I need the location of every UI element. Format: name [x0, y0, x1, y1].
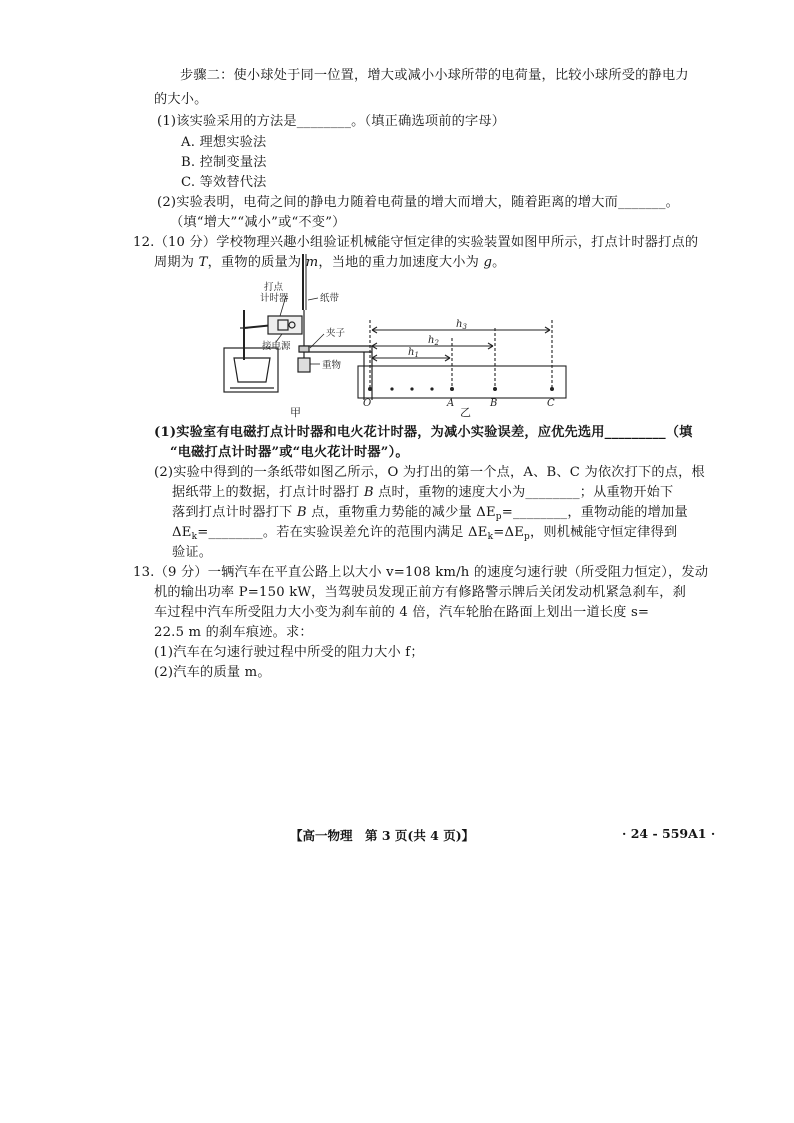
- clip: [299, 346, 309, 352]
- label-weight: 重物: [322, 360, 342, 371]
- label-timer-1: 打点: [264, 282, 284, 293]
- weight: [298, 358, 310, 372]
- exam-code: · 24 - 559A1 ·: [622, 826, 716, 841]
- q13-line4: 22.5 m 的刹车痕迹。求：: [154, 625, 313, 640]
- dot-o: [368, 387, 372, 391]
- q13-line3: 车过程中汽车所受阻力大小变为刹车前的 4 倍，汽车轮胎在路面上划出一道长度 s=: [154, 605, 650, 620]
- step2-line2: 的大小。: [154, 92, 208, 107]
- apparatus-figure-jia: [224, 254, 372, 400]
- label-o: O: [363, 398, 372, 409]
- q12-sub2-line5: 验证。: [172, 545, 213, 560]
- q11-part2-note: （填“增大”“减小”或“不变”）: [170, 215, 346, 230]
- q12-line1: 12.（10 分）学校物理兴趣小组验证机械能守恒定律的实验装置如图甲所示，打点计时器打点的: [133, 235, 699, 250]
- q11-part1: (1)该实验采用的方法是________。（填正确选项前的字母）: [157, 114, 506, 129]
- label-tape: 纸带: [320, 293, 340, 304]
- label-b: B: [490, 398, 498, 409]
- label-power: 接电源: [262, 341, 291, 352]
- label-h2: $h_2$: [428, 335, 439, 347]
- label-c: C: [547, 398, 555, 409]
- label-clip: 夹子: [326, 328, 346, 339]
- stand-base: [224, 348, 278, 392]
- q12-sub1-line1: (1)实验室有电磁打点计时器和电火花计时器，为减小实验误差，应优先选用_________（填: [154, 425, 693, 440]
- label-h1: $h_1$: [408, 347, 419, 359]
- q12-line2: 周期为 T，重物的质量为 m，当地的重力加速度大小为 g。: [154, 255, 506, 270]
- q12-sub1-line2: “电磁打点计时器”或“电火花计时器”）。: [170, 445, 409, 460]
- q13-part2: (2)汽车的质量 m。: [154, 665, 271, 680]
- q11-option-b: B. 控制变量法: [181, 155, 267, 170]
- q12-sub2-line2: 据纸带上的数据，打点计时器打 B 点时，重物的速度大小为________；从重物开始下: [172, 485, 674, 500]
- dot-a: [450, 387, 454, 391]
- caption-jia: 甲: [290, 406, 301, 418]
- q12-sub2-line4: $\Delta E_k=\_\_\_\_\_\_\_\_$。若在实验误差允许的范围内满足 $\Delta E_k=\Delta E_p$，则机械能守恒定律得到: [172, 525, 678, 542]
- q11-option-a: A. 理想实验法: [181, 135, 267, 150]
- q13-line2: 机的输出功率 P=150 kW，当驾驶员发现正前方有修路警示牌后关闭发动机紧急刹车，刹: [154, 585, 686, 600]
- caption-yi: 乙: [460, 406, 471, 418]
- tape-figure-yi: [358, 320, 566, 398]
- timer-body: [268, 316, 302, 334]
- q11-option-c: C. 等效替代法: [181, 175, 267, 190]
- tape-dots: [368, 387, 554, 391]
- experiment-figure: [222, 250, 582, 418]
- label-timer-2: 计时器: [260, 293, 289, 304]
- dot-b: [493, 387, 497, 391]
- q11-part2: (2)实验表明，电荷之间的静电力随着电荷量的增大而增大，随着距离的增大而_______。: [157, 195, 680, 210]
- page-footer: 【高一物理 第 3 页(共 4 页)】: [290, 828, 475, 843]
- step2-line1: 步骤二：使小球处于同一位置，增大或减小小球所带的电荷量，比较小球所受的静电力: [180, 68, 689, 83]
- label-a: A: [447, 398, 455, 409]
- q12-sub2-line3: 落到打点计时器打下 B 点，重物重力势能的减少量 $\Delta E_p=\_\_\_\_\_\_\_\_$，重物动能的增加量: [172, 505, 688, 522]
- q13-line1: 13.（9 分）一辆汽车在平直公路上以大小 v=108 km/h 的速度匀速行驶（所受阻力恒定），发动: [133, 565, 709, 580]
- dot-c: [550, 387, 554, 391]
- tape-labels: [363, 319, 555, 409]
- q13-part1: (1)汽车在匀速行驶过程中所受的阻力大小 f；: [154, 645, 424, 660]
- q12-sub2-line1: (2)实验中得到的一条纸带如图乙所示，O 为打出的第一个点，A、B、C 为依次打下的点，根: [154, 465, 705, 480]
- label-h3: $h_3$: [456, 319, 467, 331]
- tape-strip: [358, 366, 566, 398]
